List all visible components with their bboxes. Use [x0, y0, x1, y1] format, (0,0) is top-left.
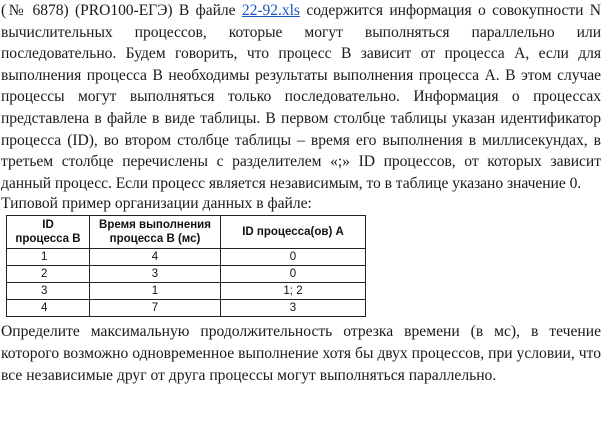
table-header-row — [7, 216, 366, 249]
header-id: ID процесса B — [7, 216, 90, 249]
problem-statement — [1, 0, 601, 194]
table-row — [7, 266, 366, 283]
cell-id: 1 — [7, 249, 90, 266]
cell-id: 2 — [7, 266, 90, 283]
cell-deps: 0 — [221, 266, 366, 283]
table-row — [7, 300, 366, 317]
header-time: Время выполнения процесса B (мс) — [90, 216, 221, 249]
table-row — [7, 249, 366, 266]
header-deps: ID процесса(ов) A — [221, 216, 366, 249]
example-caption: Типовой пример организации данных в файле: — [1, 195, 312, 213]
cell-time: 4 — [90, 249, 221, 266]
table-row — [7, 283, 366, 300]
cell-id: 4 — [7, 300, 90, 317]
example-table — [6, 215, 366, 317]
document — [1, 0, 601, 386]
file-link[interactable]: 22-92.xls — [241, 2, 300, 19]
cell-time: 1 — [90, 283, 221, 300]
cell-deps: 3 — [221, 300, 366, 317]
cell-deps: 0 — [221, 249, 366, 266]
question-text: Определите максимальную продолжительность отрезка времени (в мс), в течение которого возможно одновременное выполнение хотя бы двух процессов, при условии, что все независимые друг от друга процессы могут выполняться параллельно. — [1, 323, 601, 384]
problem-text: содержится информация о совокупности N вычислительных процессов, которые могут выполняться параллельно или последовательно. Будем говорить, что процесс B зависит от процесса A, если для выполнения процесса B необходимы результаты выполнения процесса A. В этом случае процессы могут выполняться только последовательно. Информация о процессах представлена в файле в виде таблицы. В первом столбце таблицы указан идентификатор процесса (ID), во втором столбце таблицы – время его выполнения в миллисекундах, в третьем столбце перечислены с разделителем «;» ID процессов, от которых зависит данный процесс. Если процесс является независимым, то в таблице указано значение 0. — [1, 2, 601, 192]
cell-id: 3 — [7, 283, 90, 300]
cell-time: 7 — [90, 300, 221, 317]
cell-deps: 1; 2 — [221, 283, 366, 300]
cell-time: 3 — [90, 266, 221, 283]
problem-prefix: (№ 6878) (PRO100-ЕГЭ) В файле — [1, 2, 242, 19]
